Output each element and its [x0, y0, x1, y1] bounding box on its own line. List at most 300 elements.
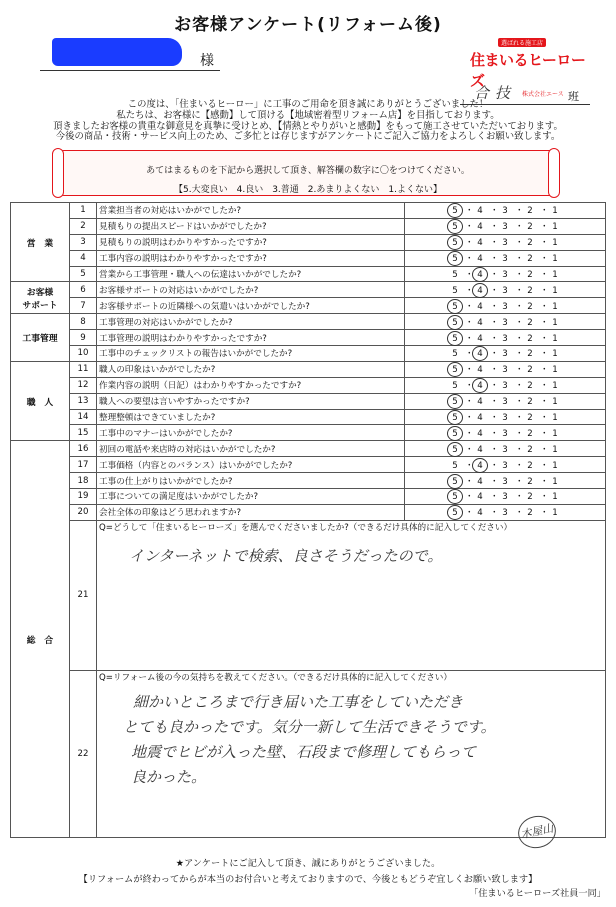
rating-option[interactable]: [445, 238, 465, 248]
rating-option[interactable]: [445, 334, 465, 344]
rating-option[interactable]: [520, 349, 540, 359]
question-number: 17: [70, 457, 97, 473]
scale-separator: ・: [515, 444, 524, 455]
rating-value: 5: [452, 428, 458, 439]
rating-option[interactable]: [520, 302, 540, 312]
rating-option[interactable]: [545, 365, 565, 375]
rating-option[interactable]: [545, 413, 565, 423]
rating-option[interactable]: [545, 270, 565, 280]
rating-option[interactable]: [495, 429, 515, 439]
rating-option[interactable]: [495, 270, 515, 280]
scale-separator: ・: [540, 381, 549, 392]
rating-option[interactable]: [495, 254, 515, 264]
rating-scale: [405, 298, 606, 314]
rating-option[interactable]: [545, 222, 565, 232]
rating-option[interactable]: [470, 461, 490, 471]
rating-option[interactable]: [495, 318, 515, 328]
rating-option[interactable]: [470, 413, 490, 423]
name-underline: [40, 70, 220, 71]
rating-option[interactable]: [495, 461, 515, 471]
rating-value: 4: [477, 301, 483, 312]
rating-option[interactable]: [495, 477, 515, 487]
rating-option[interactable]: [445, 206, 465, 216]
rating-value: 1: [552, 254, 558, 265]
rating-option[interactable]: [495, 349, 515, 359]
scale-separator: ・: [540, 285, 549, 296]
rating-value: 2: [527, 285, 533, 296]
rating-option[interactable]: [520, 381, 540, 391]
handwritten-answer-line: 細かいところまで行き届いた工事をしていただき: [133, 692, 464, 711]
question-number: 7: [70, 298, 97, 314]
rating-value: 4: [477, 317, 483, 328]
scale-separator: ・: [540, 460, 549, 471]
rating-option[interactable]: [445, 270, 465, 280]
scale-separator: ・: [490, 206, 499, 217]
question-row: [11, 457, 606, 473]
rating-option[interactable]: [445, 461, 465, 471]
rating-option[interactable]: [470, 302, 490, 312]
intro-line: この度は、「住まいるヒーロー」に工事のご用命を頂き誠にありがとうございました！: [127, 99, 489, 110]
scale-separator: ・: [515, 222, 524, 233]
rating-option[interactable]: [445, 508, 465, 518]
question-text: 職人の印象はいかがでしたか?: [97, 361, 405, 377]
rating-value: 1: [552, 206, 558, 217]
rating-value: 1: [552, 381, 558, 392]
scale-separator: ・: [515, 349, 524, 360]
rating-value: 3: [502, 381, 508, 392]
rating-option[interactable]: [545, 349, 565, 359]
rating-scale: [405, 377, 606, 393]
rating-value: 4: [477, 365, 483, 376]
rating-option[interactable]: [445, 318, 465, 328]
rating-value: 3: [502, 206, 508, 217]
rating-option[interactable]: [470, 222, 490, 232]
handwritten-answer-line: 良かった。: [131, 767, 207, 786]
rating-value: 3: [502, 238, 508, 249]
scale-separator: ・: [490, 349, 499, 360]
scale-separator: ・: [465, 413, 474, 424]
scale-separator: ・: [490, 301, 499, 312]
rating-value: 2: [527, 492, 533, 503]
rating-value: 5: [452, 397, 458, 408]
scale-separator: ・: [540, 301, 549, 312]
question-text: 見積もりの説明はわかりやすかったですか?: [97, 234, 405, 250]
rating-value: 1: [552, 301, 558, 312]
rating-value: 5: [452, 508, 458, 519]
question-text: 見積もりの提出スピードはいかがでしたか?: [97, 218, 405, 234]
rating-option[interactable]: [520, 413, 540, 423]
rating-option[interactable]: [445, 349, 465, 359]
rating-value: 5: [452, 460, 458, 471]
question-number: 5: [70, 266, 97, 282]
rating-option[interactable]: [520, 286, 540, 296]
rating-value: 1: [552, 492, 558, 503]
selected-circle-mark: [472, 458, 488, 473]
question-row: [11, 314, 606, 330]
selected-circle-mark: [447, 362, 463, 377]
free-answer-row-21: [11, 520, 606, 670]
rating-option[interactable]: [470, 492, 490, 502]
rating-option[interactable]: [545, 206, 565, 216]
scale-separator: ・: [465, 333, 474, 344]
rating-option[interactable]: [470, 206, 490, 216]
rating-option[interactable]: [470, 254, 490, 264]
rating-scale: [405, 457, 606, 473]
rating-option[interactable]: [545, 302, 565, 312]
rating-scale: [405, 330, 606, 346]
handwritten-answer: インターネットで検索、良さそうだったので。: [129, 546, 443, 565]
scale-separator: ・: [490, 428, 499, 439]
question-text: 工事内容の説明はわかりやすかったですか?: [97, 250, 405, 266]
rating-option[interactable]: [470, 508, 490, 518]
rating-option[interactable]: [520, 461, 540, 471]
scale-separator: ・: [465, 428, 474, 439]
rating-value: 4: [477, 381, 483, 392]
rating-option[interactable]: [445, 381, 465, 391]
rating-value: 5: [452, 238, 458, 249]
scale-separator: ・: [490, 460, 499, 471]
team-handwriting: 合技: [474, 84, 517, 102]
rating-option[interactable]: [495, 206, 515, 216]
rating-option[interactable]: [520, 492, 540, 502]
footer-line2: 【リフォームが終わってからが本当のお付合いと考えておりますので、今後ともどうぞ宜しくお願い致します】: [78, 874, 538, 885]
scale-separator: ・: [490, 317, 499, 328]
rating-value: 1: [552, 444, 558, 455]
rating-option[interactable]: [445, 492, 465, 502]
scale-separator: ・: [465, 381, 474, 392]
rating-value: 2: [527, 476, 533, 487]
question-number: 22: [70, 670, 97, 837]
rating-option[interactable]: [445, 302, 465, 312]
rating-value: 4: [477, 206, 483, 217]
rating-value: 2: [527, 254, 533, 265]
question-row: [11, 393, 606, 409]
intro-line: 今後の商品・技術・サービス向上のため、ご多忙とは存じますがアンケートにご記入ご協力をよろしくお願い致します。: [55, 131, 561, 143]
rating-option[interactable]: [470, 349, 490, 359]
scale-separator: ・: [515, 317, 524, 328]
rating-option[interactable]: [495, 381, 515, 391]
rating-option[interactable]: [545, 445, 565, 455]
rating-option[interactable]: [545, 318, 565, 328]
rating-value: 5: [452, 317, 458, 328]
scale-separator: ・: [515, 238, 524, 249]
rating-option[interactable]: [495, 302, 515, 312]
rating-option[interactable]: [545, 286, 565, 296]
question-row: [11, 298, 606, 314]
question-row: [11, 377, 606, 393]
sama-suffix: 様: [200, 53, 214, 69]
question-text: 整理整頓はできていましたか?: [97, 409, 405, 425]
question-number: 8: [70, 314, 97, 330]
rating-option[interactable]: [520, 365, 540, 375]
question-number: 16: [70, 441, 97, 457]
rating-option[interactable]: [545, 492, 565, 502]
question-text: お客様サポートの近隣様への気遣いはいかがでしたか?: [97, 298, 405, 314]
rating-value: 4: [477, 492, 483, 503]
scale-separator: ・: [515, 365, 524, 376]
rating-option[interactable]: [470, 270, 490, 280]
question-number: 13: [70, 393, 97, 409]
question-text: 工事中のチェックリストの報告はいかがでしたか?: [97, 346, 405, 362]
question-text: 工事管理の説明はわかりやすかったですか?: [97, 330, 405, 346]
rating-option[interactable]: [545, 477, 565, 487]
selected-circle-mark: [447, 426, 463, 441]
category-sogo: 総 合: [11, 441, 70, 837]
rating-value: 2: [527, 222, 533, 233]
rating-option[interactable]: [520, 222, 540, 232]
rating-value: 2: [527, 365, 533, 376]
rating-option[interactable]: [495, 222, 515, 232]
question-number: 4: [70, 250, 97, 266]
question-number: 3: [70, 234, 97, 250]
rating-option[interactable]: [445, 477, 465, 487]
team-label: 班: [568, 90, 579, 103]
rating-value: 3: [502, 444, 508, 455]
rating-scale: [405, 218, 606, 234]
rating-option[interactable]: [520, 206, 540, 216]
question-row: [11, 330, 606, 346]
rating-value: 5: [452, 333, 458, 344]
selected-circle-mark: [447, 474, 463, 489]
scale-separator: ・: [540, 365, 549, 376]
rating-option[interactable]: [520, 318, 540, 328]
rating-option[interactable]: [470, 429, 490, 439]
scale-separator: ・: [490, 508, 499, 519]
question-text: 作業内容の説明（日記）はわかりやすかったですか?: [97, 377, 405, 393]
question-number: 10: [70, 346, 97, 362]
question-number: 2: [70, 218, 97, 234]
rating-value: 3: [502, 413, 508, 424]
rating-value: 1: [552, 270, 558, 280]
question-row: [11, 250, 606, 266]
scale-separator: ・: [465, 349, 474, 360]
scale-separator: ・: [465, 317, 474, 328]
rating-value: 3: [502, 333, 508, 344]
rating-option[interactable]: [470, 334, 490, 344]
rating-option[interactable]: [520, 238, 540, 248]
scale-separator: ・: [465, 508, 474, 519]
rating-scale: [405, 203, 606, 219]
rating-value: 3: [502, 222, 508, 233]
scale-separator: ・: [540, 413, 549, 424]
rating-option[interactable]: [520, 508, 540, 518]
scale-separator: ・: [540, 222, 549, 233]
rating-option[interactable]: [520, 397, 540, 407]
question-row: [11, 489, 606, 505]
question-row: [11, 203, 606, 219]
rating-option[interactable]: [470, 381, 490, 391]
rating-value: 3: [502, 460, 508, 471]
rating-scale: [405, 250, 606, 266]
rating-value: 3: [502, 397, 508, 408]
category-shokunin: 職 人: [11, 361, 70, 440]
rating-scale: [405, 266, 606, 282]
handwritten-answer-line: とても良かったです。気分一新して生活できそうです。: [123, 717, 496, 736]
rating-scale: [405, 314, 606, 330]
question-text: 営業から工事管理・職人への伝達はいかがでしたか?: [97, 266, 405, 282]
signature-seal: 木屋山: [515, 812, 559, 851]
scale-separator: ・: [540, 492, 549, 503]
rating-option[interactable]: [470, 318, 490, 328]
scale-separator: ・: [540, 476, 549, 487]
rating-option[interactable]: [495, 508, 515, 518]
rating-value: 1: [552, 476, 558, 487]
rating-value: 2: [527, 206, 533, 217]
question-text: 工事価格（内容とのバランス）はいかがでしたか?: [97, 457, 405, 473]
rating-option[interactable]: [470, 365, 490, 375]
rating-value: 4: [477, 428, 483, 439]
question-text: 工事の仕上がりはいかがでしたか?: [97, 473, 405, 489]
rating-option[interactable]: [520, 254, 540, 264]
rating-value: 5: [452, 476, 458, 487]
scale-separator: ・: [465, 222, 474, 233]
rating-option[interactable]: [470, 477, 490, 487]
scale-separator: ・: [465, 270, 474, 280]
rating-value: 1: [552, 413, 558, 424]
scale-separator: ・: [515, 492, 524, 503]
rating-option[interactable]: [445, 286, 465, 296]
rating-value: 2: [527, 508, 533, 519]
rating-value: 5: [452, 206, 458, 217]
rating-option[interactable]: [470, 286, 490, 296]
scale-separator: ・: [540, 349, 549, 360]
rating-option[interactable]: [545, 238, 565, 248]
rating-option[interactable]: [445, 397, 465, 407]
free-answer-box-21[interactable]: [97, 520, 606, 670]
scale-separator: ・: [490, 285, 499, 296]
rating-value: 3: [502, 508, 508, 519]
rating-option[interactable]: [445, 222, 465, 232]
rating-scale: [405, 393, 606, 409]
question-row: [11, 282, 606, 298]
rating-scale: [405, 282, 606, 298]
free-answer-row-22: [11, 670, 606, 837]
rating-option[interactable]: [495, 397, 515, 407]
scale-separator: ・: [465, 444, 474, 455]
question-row: [11, 234, 606, 250]
rating-option[interactable]: [545, 397, 565, 407]
rating-value: 4: [477, 397, 483, 408]
rating-value: 4: [477, 270, 483, 280]
rating-value: 4: [477, 476, 483, 487]
scale-separator: ・: [490, 381, 499, 392]
rating-value: 1: [552, 349, 558, 360]
survey-table: [10, 202, 606, 838]
rating-legend: 【5.大変良い 4.良い 3.普通 2.あまりよくない 1.よくない】: [174, 185, 442, 195]
selected-circle-mark: [447, 331, 463, 346]
question-number: 20: [70, 504, 97, 520]
rating-option[interactable]: [545, 461, 565, 471]
scale-separator: ・: [490, 444, 499, 455]
question-text: 営業担当者の対応はいかがでしたか?: [97, 203, 405, 219]
scale-separator: ・: [465, 254, 474, 265]
rating-value: 2: [527, 238, 533, 249]
question-row: [11, 266, 606, 282]
rating-option[interactable]: [495, 445, 515, 455]
scale-separator: ・: [465, 238, 474, 249]
scale-separator: ・: [515, 285, 524, 296]
rating-value: 1: [552, 397, 558, 408]
rating-value: 4: [477, 285, 483, 296]
scale-separator: ・: [465, 492, 474, 503]
instruction-text: あてはまるものを下記から選択して頂き、解答欄の数字に〇をつけてください。: [146, 166, 470, 176]
rating-option[interactable]: [545, 508, 565, 518]
rating-option[interactable]: [520, 429, 540, 439]
rating-option[interactable]: [495, 492, 515, 502]
rating-option[interactable]: [495, 286, 515, 296]
rating-value: 1: [552, 333, 558, 344]
free-answer-box-22[interactable]: [97, 670, 606, 837]
selected-circle-mark: [472, 267, 488, 282]
scale-separator: ・: [465, 397, 474, 408]
rating-option[interactable]: [445, 413, 465, 423]
rating-value: 4: [477, 222, 483, 233]
rating-value: 5: [452, 413, 458, 424]
rating-value: 4: [477, 349, 483, 360]
rating-value: 3: [502, 492, 508, 503]
scale-separator: ・: [465, 460, 474, 471]
scale-separator: ・: [490, 365, 499, 376]
rating-value: 5: [452, 444, 458, 455]
rating-value: 1: [552, 460, 558, 471]
rating-option[interactable]: [520, 334, 540, 344]
question-number: 6: [70, 282, 97, 298]
rating-option[interactable]: [495, 365, 515, 375]
scale-separator: ・: [515, 428, 524, 439]
rating-option[interactable]: [445, 445, 465, 455]
rating-option[interactable]: [495, 238, 515, 248]
rating-option[interactable]: [470, 238, 490, 248]
rating-option[interactable]: [545, 334, 565, 344]
rating-value: 3: [502, 365, 508, 376]
scale-separator: ・: [515, 381, 524, 392]
rating-value: 4: [477, 444, 483, 455]
rating-value: 3: [502, 428, 508, 439]
question-number: 15: [70, 425, 97, 441]
logo-name: 住まいるヒーローズ: [470, 51, 586, 90]
rating-option[interactable]: [545, 429, 565, 439]
selected-circle-mark: [447, 410, 463, 425]
rating-option[interactable]: [520, 477, 540, 487]
rating-option[interactable]: [470, 397, 490, 407]
question-text: 職人への要望は言いやすかったですか?: [97, 393, 405, 409]
rating-option[interactable]: [520, 270, 540, 280]
rating-value: 5: [452, 365, 458, 376]
rating-option[interactable]: [470, 445, 490, 455]
rating-option[interactable]: [445, 254, 465, 264]
rating-value: 3: [502, 254, 508, 265]
question-text: 会社全体の印象はどう思われますか?: [97, 504, 405, 520]
rating-value: 1: [552, 428, 558, 439]
rating-option[interactable]: [445, 365, 465, 375]
question-number: 19: [70, 489, 97, 505]
rating-value: 4: [477, 508, 483, 519]
rating-option[interactable]: [545, 381, 565, 391]
redacted-customer-name: [52, 38, 182, 66]
page-title: お客様アンケート(リフォーム後): [174, 15, 442, 35]
rating-option[interactable]: [495, 334, 515, 344]
rating-scale: [405, 504, 606, 520]
rating-option[interactable]: [520, 445, 540, 455]
rating-value: 2: [527, 270, 533, 280]
rating-option[interactable]: [545, 254, 565, 264]
rating-option[interactable]: [445, 429, 465, 439]
scale-separator: ・: [490, 333, 499, 344]
rating-option[interactable]: [495, 413, 515, 423]
scale-separator: ・: [515, 397, 524, 408]
scale-separator: ・: [515, 301, 524, 312]
scale-separator: ・: [490, 270, 499, 280]
